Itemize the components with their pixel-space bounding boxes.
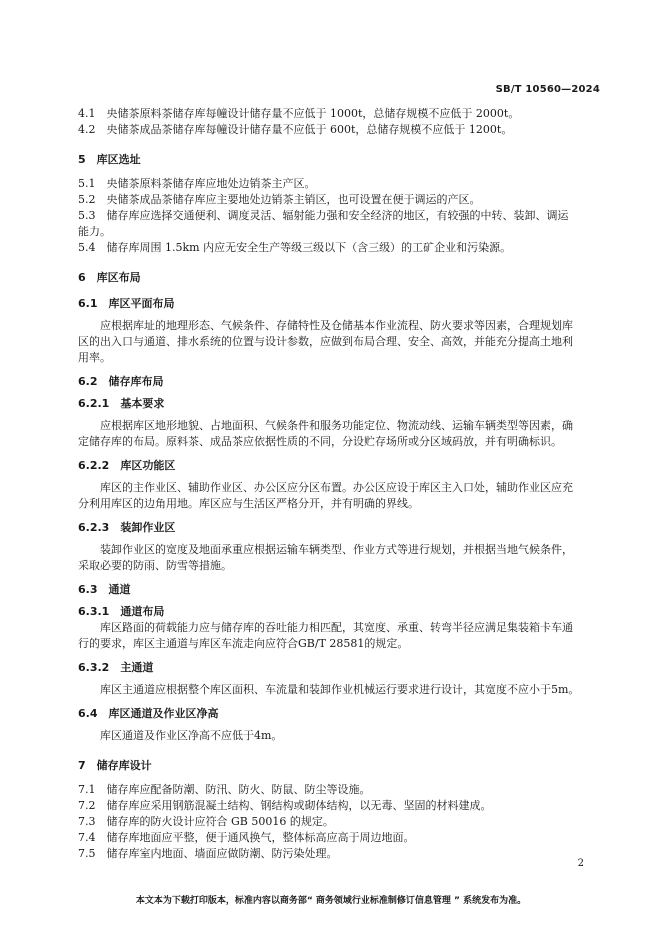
section-6-heading: 6 库区布局: [78, 271, 141, 284]
section-6-4-heading: 6.4 库区通道及作业区净高: [78, 707, 219, 720]
section-6-2-2-heading: 6.2.2 库区功能区: [78, 459, 176, 472]
clause-7-2: 7.2 储存库应采用钢筋混凝土结构、钢结构或砌体结构，以无毒、坚固的材料建成。: [78, 799, 492, 812]
section-7-heading: 7 储存库设计: [78, 759, 152, 772]
clause-5-4: 5.4 储存库周围 1.5km 内应无安全生产等级三级以下（含三级）的工矿企业和污染源。: [78, 241, 512, 254]
para-6-2-3-line2: 采取必要的防雨、防雪等措施。: [78, 559, 232, 572]
para-6-4: 库区通道及作业区净高不应低于4m。: [100, 729, 283, 742]
section-6-2-3-heading: 6.2.3 装卸作业区: [78, 521, 176, 534]
clause-5-3-line2: 能力。: [78, 225, 111, 238]
para-6-3-1-line1: 库区路面的荷载能力应与储存库的吞吐能力相匹配，其宽度、承重、转弯半径应满足集装箱卡车通: [100, 621, 573, 634]
para-6-1-line1: 应根据库址的地理形态、气候条件、存储特性及仓储基本作业流程、防火要求等因素，合理规划库: [100, 319, 573, 332]
clause-7-3: 7.3 储存库的防火设计应符合 GB 50016 的规定。: [78, 815, 334, 828]
clause-7-4: 7.4 储存库地面应平整，便于通风换气，整体标高应高于周边地面。: [78, 831, 415, 844]
para-6-2-3-line1: 装卸作业区的宽度及地面承重应根据运输车辆类型、作业方式等进行规划，并根据当地气候条件，: [100, 543, 573, 556]
para-6-2-2-line2: 分利用库区的边角用地。库区应与生活区严格分开，并有明确的界线。: [78, 497, 419, 510]
clause-7-1: 7.1 储存库应配备防潮、防汛、防火、防鼠、防尘等设施。: [78, 783, 371, 796]
para-6-2-1-line2: 定储存库的布局。原料茶、成品茶应依据性质的不同，分设贮存场所或分区域码放，并有明确标识。: [78, 435, 562, 448]
download-footer-note: 本文本为下载打印版本，标准内容以商务部“ 商务领域行业标准制修订信息管理 ” 系统发布为准。: [135, 896, 527, 906]
para-6-1-line3: 用率。: [78, 351, 111, 364]
clause-4-1: 4.1 央储茶原料茶储存库每幢设计储存量不应低于 1000t，总储存规模不应低于 2000t。: [78, 107, 520, 120]
clause-4-2: 4.2 央储茶成品茶储存库每幢设计储存量不应低于 600t，总储存规模不应低于 1200t。: [78, 123, 513, 136]
document-body: [78, 106, 608, 862]
section-6-2-1-heading: 6.2.1 基本要求: [78, 397, 165, 410]
para-6-3-1-line2: 行的要求，库区主通道与库区车流走向应符合GB/T 28581的规定。: [78, 637, 409, 650]
clause-5-1: 5.1 央储茶原料茶储存库应地处边销茶主产区。: [78, 177, 316, 190]
clause-7-5: 7.5 储存库室内地面、墙面应做防潮、防污染处理。: [78, 847, 338, 860]
section-6-3-2-heading: 6.3.2 主通道: [78, 661, 154, 674]
page-number: 2: [577, 858, 584, 869]
para-6-3-2: 库区主通道应根据整个库区面积、车流量和装卸作业机械运行要求进行设计，其宽度不应小于5m。: [100, 683, 580, 696]
standard-code-header: SB/T 10560—2024: [495, 84, 600, 95]
clause-5-3-line1: 5.3 储存库应选择交通便利、调度灵活、辐射能力强和安全经济的地区，有较强的中转、装卸、调运: [78, 209, 569, 222]
section-6-3-heading: 6.3 通道: [78, 583, 131, 596]
para-6-1-line2: 区的出入口与通道、排水系统的位置与设计参数，应做到布局合理、安全、高效，并能充分提高土地利: [78, 335, 573, 348]
section-6-3-1-heading: 6.3.1 通道布局: [78, 605, 165, 618]
section-5-heading: 5 库区选址: [78, 153, 141, 166]
section-6-1-heading: 6.1 库区平面布局: [78, 297, 175, 310]
section-6-2-heading: 6.2 储存库布局: [78, 375, 164, 388]
clause-5-2: 5.2 央储茶成品茶储存库应主要地处边销茶主销区，也可设置在便于调运的产区。: [78, 193, 481, 206]
para-6-2-2-line1: 库区的主作业区、辅助作业区、办公区应分区布置。办公区应设于库区主入口处，辅助作业区应充: [100, 481, 573, 494]
para-6-2-1-line1: 应根据库区地形地貌、占地面积、气候条件和服务功能定位、物流动线、运输车辆类型等因素，确: [100, 419, 573, 432]
